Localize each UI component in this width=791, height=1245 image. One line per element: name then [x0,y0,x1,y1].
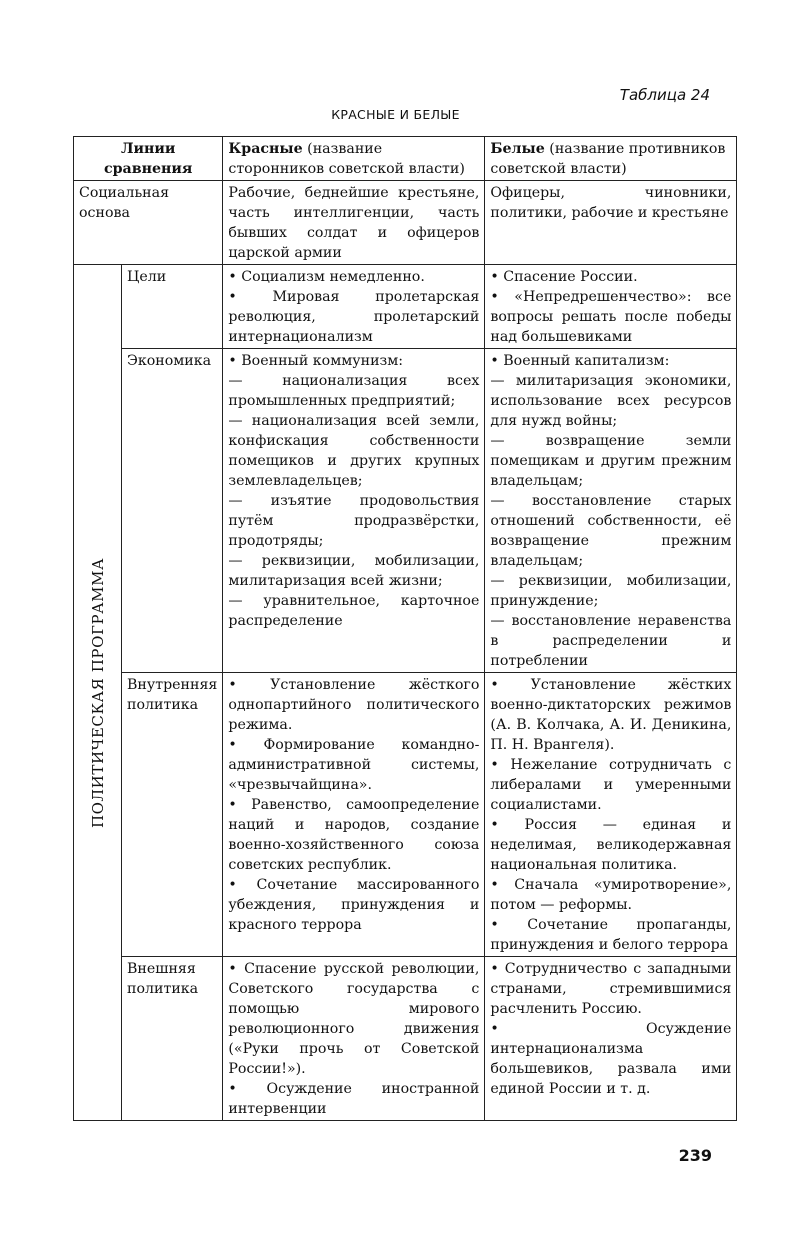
list-item: — восстановление старых отношений собственности, её возвращение прежним владельцам; [490,493,732,569]
red-cell [223,265,485,349]
social-label: Социальная основа [74,181,223,265]
header-red-desc: (название сторонников советской власти) [228,141,465,177]
list-item: — национализация всех промышленных предприятий; [228,373,480,409]
list-item: — возвращение земли помещикам и другим прежним владельцам; [490,433,732,489]
list-item: — милитаризация экономики, использование всех ресурсов для нужд войны; [490,373,732,429]
red-cell [223,673,485,957]
white-cell [485,957,737,1121]
header-red-title: Красные [228,141,303,157]
list-item: • «Непредрешенчество»: все вопросы решать после победы над большевиками [490,289,732,345]
header-white-desc: (название противников советской власти) [490,141,726,177]
social-white: Офицеры, чиновники, политики, рабочие и крестьяне [485,181,737,265]
white-cell [485,349,737,673]
white-cell [485,265,737,349]
list-item: — реквизиции, мобилизации, принуждение; [490,573,732,609]
list-item: • Сотрудничество с западными странами, стремившимися расчленить Россию. [490,961,732,1017]
list-item: • Спасение русской революции, Советского государства с помощью мирового революционного движения («Руки прочь от Советской России!»). [228,961,480,1077]
red-cell [223,957,485,1121]
table-row [74,349,737,673]
list-item: • Сначала «умиротворение», потом — реформы. [490,877,732,913]
list-item: • Россия — единая и неделимая, великодержавная национальная политика. [490,817,732,873]
list-item: • Сочетание пропаганды, принуждения и белого террора [490,917,732,953]
list-item: • Военный коммунизм: [228,353,404,369]
red-cell [223,349,485,673]
comparison-table [73,136,737,1121]
header-row [74,137,737,181]
list-item: • Нежелание сотрудничать с либералами и умеренными социалистами. [490,757,732,813]
list-item: • Сочетание массированного убеждения, принуждения и красного террора [228,877,480,933]
list-item: • Осуждение интернационализма большевиков, развала ими единой России и т. д. [490,1021,732,1097]
list-item: • Социализм немедленно. [228,269,425,285]
table-row [74,957,737,1121]
program-label: ПОЛИТИЧЕСКАЯ ПРОГРАММА [88,557,107,828]
list-item: • Спасение России. [490,269,638,285]
header-comparison-lines: Линии сравнения [74,137,223,181]
row-label: Внешняя политика [122,957,223,1121]
list-item: • Мировая пролетарская революция, пролетарский интернационализм [228,289,480,345]
list-item: • Равенство, самоопределение наций и народов, создание военно-хозяйственного союза советских республик. [228,797,480,873]
row-label: Внутренняя политика [122,673,223,957]
row-label: Цели [122,265,223,349]
list-item: • Осуждение иностранной интервенции [228,1081,480,1117]
list-item: — национализация всей земли, конфискация собственности помещиков и других крупных землевладельцев; [228,413,480,489]
list-item: — изъятие продовольствия путём продразвёрстки, продотряды; [228,493,480,549]
program-label-cell [74,265,122,1121]
list-item: • Формирование командно-административной системы, «чрезвычайщина». [228,737,480,793]
list-item: • Установление жёстких военно-диктаторских режимов (А. В. Колчака, А. И. Деникина, П. Н. Врангеля). [490,677,732,753]
page-number: 239 [678,1146,712,1165]
white-cell [485,673,737,957]
table-row [74,673,737,957]
list-item: — реквизиции, мобилизации, милитаризация всей жизни; [228,553,480,589]
table-title: КРАСНЫЕ И БЕЛЫЕ [331,107,460,122]
table-caption: Таблица 24 [619,86,710,104]
list-item: • Военный капитализм: [490,353,670,369]
row-label: Экономика [122,349,223,673]
header-red [223,137,485,181]
social-red: Рабочие, беднейшие крестьяне, часть интеллигенции, часть бывших солдат и офицеров царской армии [223,181,485,265]
social-row [74,181,737,265]
list-item: — восстановление неравенства в распределении и потреблении [490,613,732,669]
list-item: — уравнительное, карточное распределение [228,593,480,629]
header-white [485,137,737,181]
header-white-title: Белые [490,141,545,157]
list-item: • Установление жёсткого однопартийного политического режима. [228,677,480,733]
table-row [74,265,737,349]
